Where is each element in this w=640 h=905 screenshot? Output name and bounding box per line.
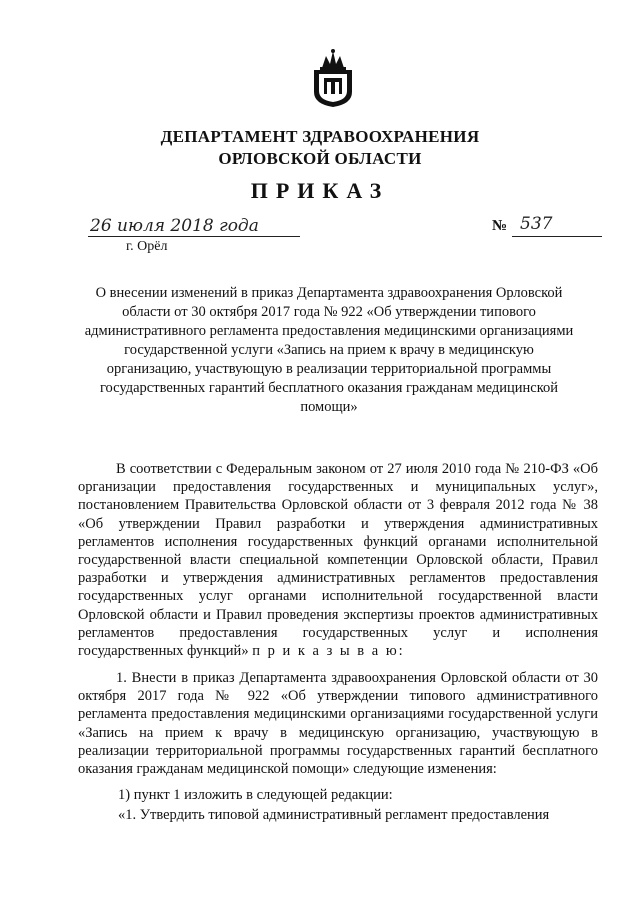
coat-of-arms-emblem [310, 48, 356, 108]
date-underline [88, 236, 300, 237]
document-type-title: ПРИКАЗ [250, 178, 390, 203]
city-name: г. Орёл [126, 239, 168, 254]
department-name-line1: ДЕПАРТАМЕНТ ЗДРАВООХРАНЕНИЯ [160, 127, 480, 146]
handwritten-date: 26 июля 2018 года [90, 216, 259, 236]
item-1-1-quote: «1. Утвердить типовой административный регламент предоставления [118, 807, 550, 823]
order-word: п р и к а з ы в а ю: [252, 643, 405, 660]
preamble-paragraph [78, 460, 598, 660]
department-name-line2: ОРЛОВСКОЙ ОБЛАСТИ [218, 149, 422, 168]
number-underline [512, 236, 602, 237]
item-1-1-paragraph: 1) пункт 1 изложить в следующей редакции: [118, 787, 393, 803]
order-subject: О внесении изменений в приказ Департамента здравоохранения Орловской области от 30 октября 2017 года № 922 «Об утверждении типового административного регламента предоставления медицинскими организациями государственной услуги «Запись на прием к врачу в медицинскую организацию, участвующую в реализации территориальной программы государственных гарантий бесплатного оказания гражданам медицинской помощи» [84, 285, 574, 415]
number-label: № [492, 218, 508, 234]
handwritten-number: 537 [520, 214, 553, 234]
preamble-text: В соответствии с Федеральным законом от 27 июля 2010 года № 210-ФЗ «Об организации предоставления государственных и муниципальных услуг», постановлением Правительства Орловской области от 3 февраля 2012 года № 38 «Об утверждении Правил разработки и утверждения административных регламентов исполнения государственных функций органами исполнительной государственной власти специальной компетенции Орловской области, Правил разработки и утверждения административных регламентов предоставления государственных услуг органами исполнительной государственной власти Орловской области и Правил проведения экспертизы проектов административных регламентов предоставления государственных услуг и исполнения государственных функций» [78, 461, 598, 660]
item-1-paragraph: 1. Внести в приказ Департамента здравоохранения Орловской области от 30 октября 2017 года № 922 «Об утверждении типового административного регламента предоставления медицинскими организациями государственной услуги «Запись на прием к врачу в медицинскую организацию, участвующую в реализации территориальной программы государственных гарантий бесплатного оказания гражданам медицинской помощи» следующие изменения: [78, 670, 598, 778]
